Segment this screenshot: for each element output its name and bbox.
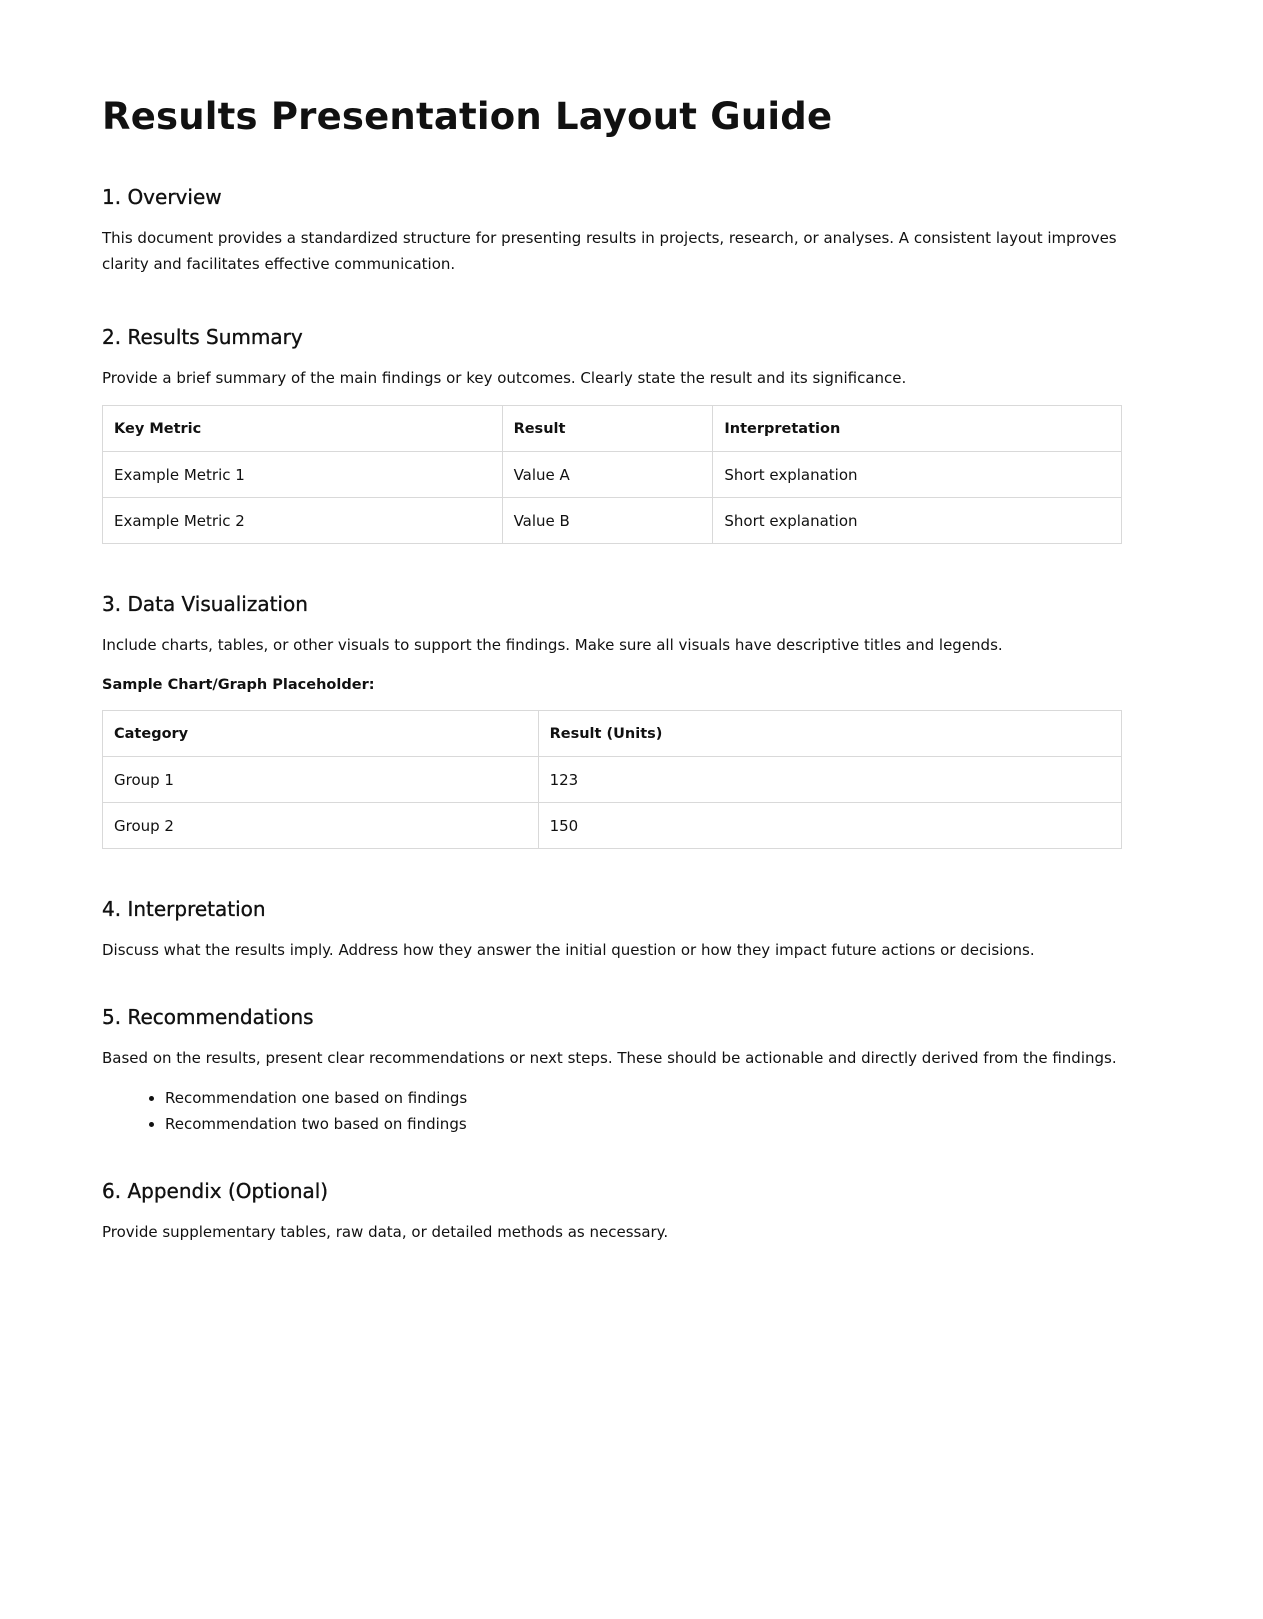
section-heading: 3. Data Visualization — [102, 592, 308, 616]
section-recommendations — [102, 1003, 1121, 1137]
table-cell: Value B — [502, 498, 713, 544]
section-body: Include charts, tables, or other visuals to support the findings. Make sure all visuals have descriptive titles and legends. — [102, 636, 1003, 654]
table-cell: 123 — [538, 757, 1121, 803]
section-heading: 1. Overview — [102, 185, 222, 209]
table-row — [103, 757, 1122, 803]
section-heading: 5. Recommendations — [102, 1005, 314, 1029]
table-cell: 150 — [538, 803, 1121, 849]
list-item: • Recommendation two based on findings — [165, 1111, 1121, 1137]
table-header-row — [103, 711, 1122, 757]
section-body: Provide supplementary tables, raw data, or detailed methods as necessary. — [102, 1223, 669, 1241]
section-body: Provide a brief summary of the main findings or key outcomes. Clearly state the result and its significance. — [102, 369, 907, 387]
section-results-summary — [102, 323, 1121, 544]
table-cell: Short explanation — [713, 452, 1122, 498]
section-heading: 2. Results Summary — [102, 325, 303, 349]
data-visualization-table — [102, 710, 1122, 849]
recommendations-list — [102, 1085, 1121, 1137]
table-cell: Short explanation — [713, 498, 1122, 544]
section-interpretation — [102, 895, 1121, 963]
section-data-visualization — [102, 590, 1121, 849]
table-header-row — [103, 406, 1122, 452]
table-cell: Group 2 — [103, 803, 539, 849]
table-row — [103, 498, 1122, 544]
column-header: Key Metric — [103, 406, 503, 452]
document-title: Results Presentation Layout Guide — [102, 95, 833, 138]
table-cell: Value A — [502, 452, 713, 498]
section-heading: 4. Interpretation — [102, 897, 266, 921]
table-cell: Example Metric 1 — [103, 452, 503, 498]
column-header: Interpretation — [713, 406, 1122, 452]
table-row — [103, 452, 1122, 498]
list-item: • Recommendation one based on findings — [165, 1085, 1121, 1111]
column-header: Result (Units) — [538, 711, 1121, 757]
table-cell: Example Metric 2 — [103, 498, 503, 544]
column-header: Result — [502, 406, 713, 452]
section-heading: 6. Appendix (Optional) — [102, 1179, 329, 1203]
table-row — [103, 803, 1122, 849]
results-summary-table — [102, 405, 1122, 544]
section-body: Based on the results, present clear recommendations or next steps. These should be actionable and directly derived from the findings. — [102, 1049, 1117, 1067]
column-header: Category — [103, 711, 539, 757]
section-appendix — [102, 1177, 1121, 1245]
section-body: Discuss what the results imply. Address how they answer the initial question or how they impact future actions or decisions. — [102, 941, 1035, 959]
chart-placeholder-label: Sample Chart/Graph Placeholder: — [102, 677, 375, 693]
section-body: This document provides a standardized structure for presenting results in projects, research, or analyses. A consistent layout improves clarity and facilitates effective communication. — [102, 229, 1117, 273]
section-overview — [102, 183, 1121, 277]
table-cell: Group 1 — [103, 757, 539, 803]
